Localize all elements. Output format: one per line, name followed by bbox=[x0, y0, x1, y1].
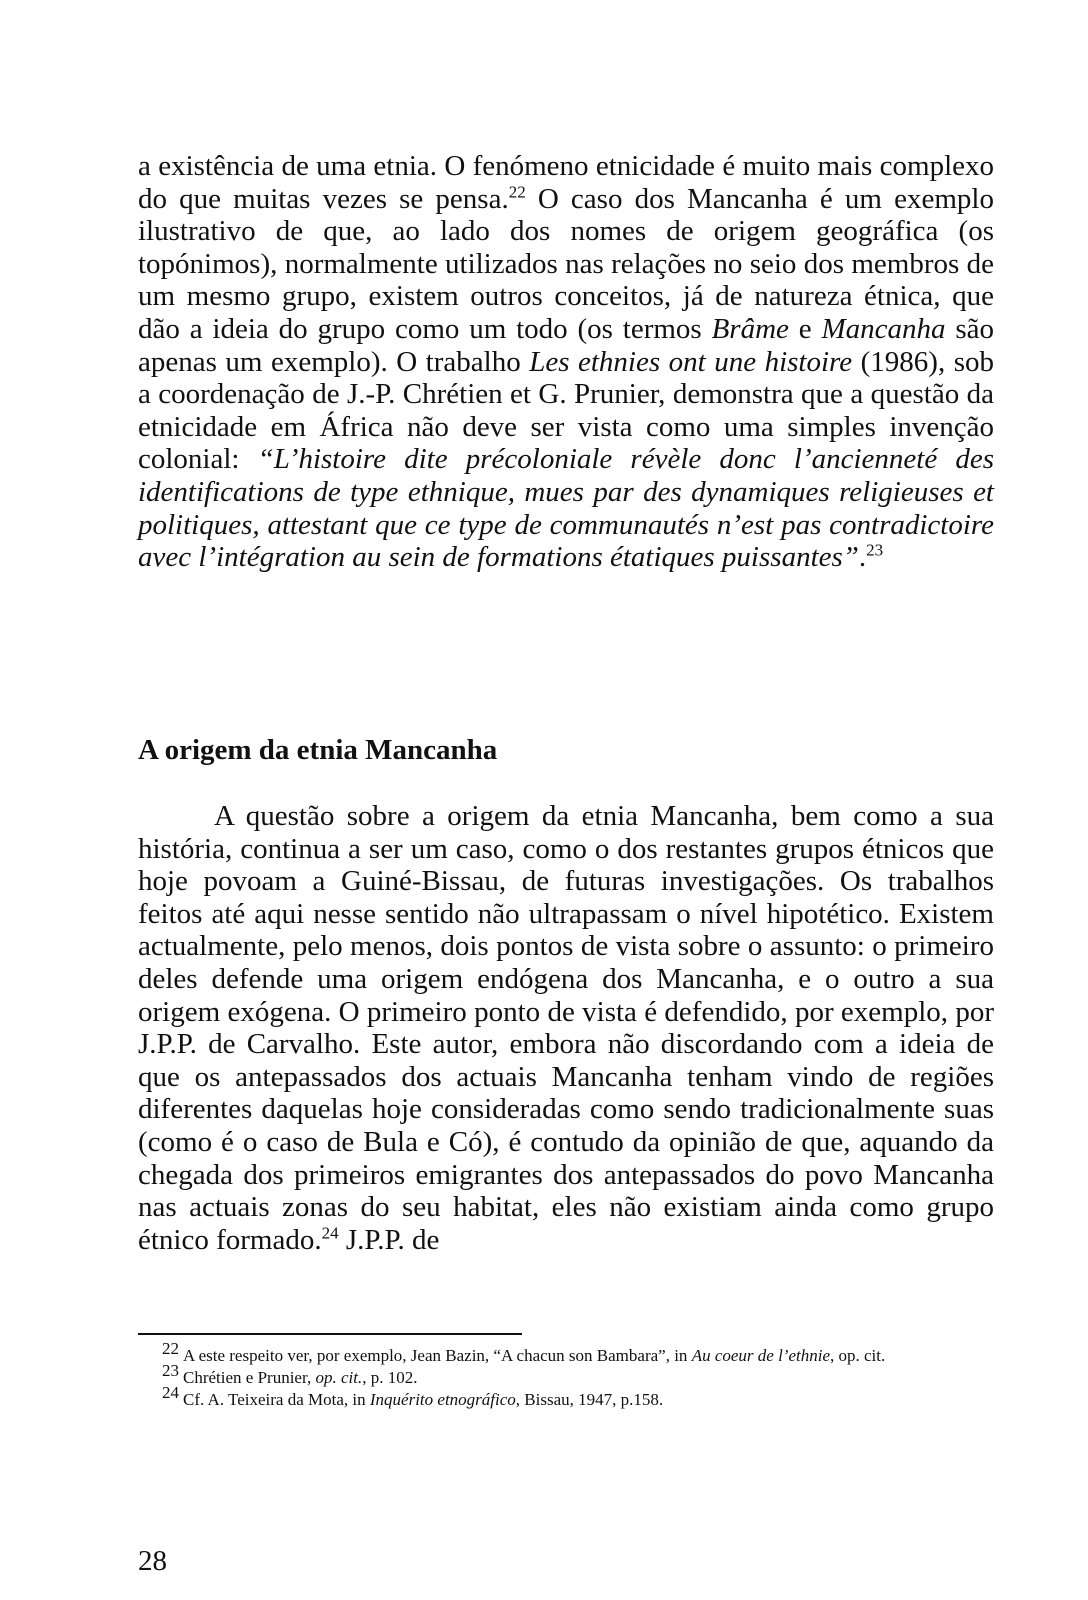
footnote-divider bbox=[138, 1333, 522, 1335]
text-run: A questão sobre a origem da etnia Mancanha, bem como a sua história, continua a ser um caso, como o dos restantes grupos étnicos que hoje povoam a Guiné-Bissau, de futuras investigações. Os trabalhos feitos até aqui nesse sentido não ultrapassam o nível hipotético. Existem actualmente, pelo menos, dois pontos de vista sobre o assunto: o primeiro deles defende uma origem endógena dos Mancanha, e o outro a sua origem exógena. O primeiro ponto de vista é defendido, por exemplo, por J.P.P. de Carvalho. Este autor, embora não discordando com a ideia de que os antepassados dos actuais Mancanha tenham vindo de regiões diferentes daquelas hoje consideradas como sendo tradicionalmente suas (como é o caso de Bula e Có), é contudo da opinião de que, aquando da chegada dos primeiros emigrantes dos antepassados do povo Mancanha nas actuais zonas do seu habitat, eles não existiam ainda como grupo étnico formado. bbox=[138, 800, 994, 1256]
footnote-italic: Au coeur de l’ethnie bbox=[691, 1346, 830, 1365]
italic-term: Brâme bbox=[711, 312, 789, 345]
text-run: (1986), sob a coordenação de J.-P. Chrétien et G. Prunier, demonstra que a questão da etnicidade em África não deve ser vista como uma simples invenção colonial: bbox=[138, 345, 994, 476]
footnote-reference: 24 bbox=[321, 1223, 339, 1243]
text-run: a existência de uma etnia. O fenómeno etnicidade é muito mais complexo do que muitas vezes se pensa. bbox=[138, 150, 994, 215]
footnote-number: 24 bbox=[162, 1383, 179, 1403]
footnote-text: , p. 102. bbox=[362, 1368, 418, 1387]
text-run: e bbox=[788, 312, 822, 345]
footnote-italic: op. cit. bbox=[315, 1368, 363, 1387]
footnote-text: Chrétien e Prunier, bbox=[183, 1368, 316, 1387]
italic-book-title: Les ethnies ont une histoire bbox=[529, 345, 853, 378]
footnote-reference: 23 bbox=[866, 540, 884, 560]
text-run: são apenas um exemplo). O trabalho bbox=[138, 312, 994, 378]
footnote-text: , op. cit. bbox=[830, 1346, 886, 1365]
section-heading: A origem da etnia Mancanha bbox=[138, 734, 498, 766]
text-run: . bbox=[858, 541, 867, 574]
footnote-reference: 22 bbox=[508, 181, 526, 201]
footnote-23 bbox=[138, 1361, 994, 1389]
footnote-text: Cf. A. Teixeira da Mota, in bbox=[183, 1390, 370, 1409]
text-run: O caso dos Mancanha é um exemplo ilustrativo de que, ao lado dos nomes de origem geográfica (os topónimos), normalmente utilizados nas relações no seio dos membros de um mesmo grupo, existem outros conceitos, já de natureza étnica, que dão a ideia do grupo como um todo (os termos bbox=[138, 182, 994, 345]
footnote-number: 23 bbox=[162, 1361, 179, 1381]
footnote-italic: Inquérito etnográfico bbox=[369, 1390, 516, 1409]
page-number: 28 bbox=[138, 1545, 167, 1577]
footnotes bbox=[138, 1339, 994, 1411]
footnote-number: 22 bbox=[162, 1339, 179, 1359]
footnote-text: , Bissau, 1947, p.158. bbox=[515, 1390, 664, 1409]
italic-quotation: “L’histoire dite précoloniale révèle donc l’ancienneté des identifications de type ethnique, mues par des dynamiques religieuses et politiques, attestant que ce type de communautés n’est pas contradictoire avec l’intégration au sein de formations étatiques puissantes” bbox=[138, 443, 994, 574]
footnote-24 bbox=[138, 1383, 994, 1411]
footnote-text: A este respeito ver, por exemplo, Jean Bazin, “A chacun son Bambara”, in bbox=[183, 1346, 692, 1365]
footnote-22 bbox=[138, 1339, 994, 1367]
body-paragraph-2 bbox=[138, 800, 994, 1256]
body-paragraph-1 bbox=[138, 150, 994, 574]
italic-term: Mancanha bbox=[821, 312, 946, 345]
text-run: J.P.P. de bbox=[338, 1223, 440, 1256]
